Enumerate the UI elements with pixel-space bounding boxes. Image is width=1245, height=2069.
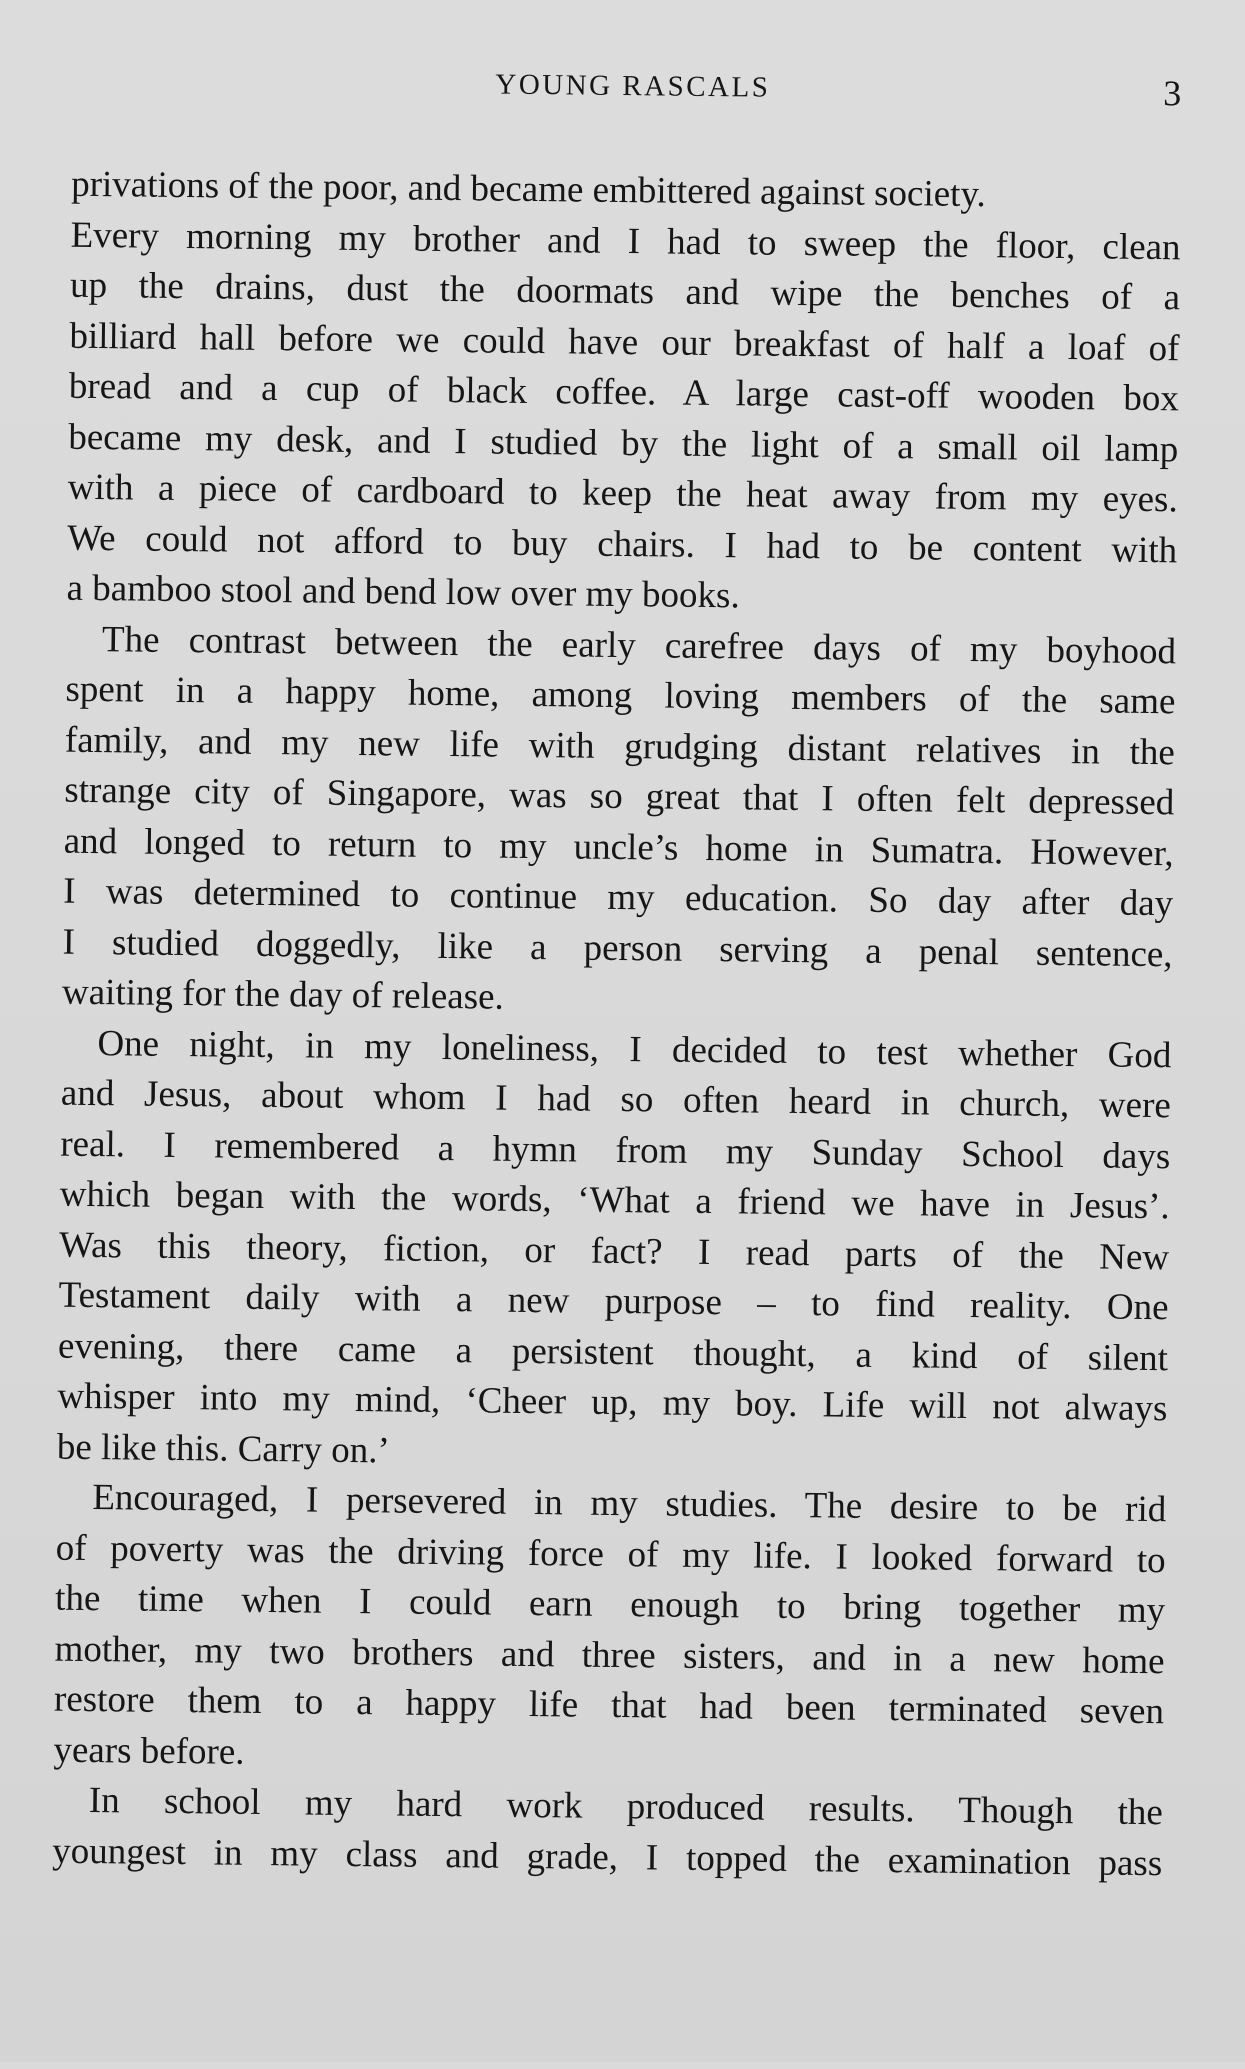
text-line: be like this. Carry on.’ (56, 1426, 391, 1471)
text-line: and Jesus, about whom I had so often heard in church, were (60, 1072, 1172, 1127)
text-line: years before. (53, 1729, 245, 1773)
text-line: Was this theory, fiction, or fact? I read parts of the New (58, 1224, 1170, 1278)
body-text (52, 160, 1181, 1889)
running-title: YOUNG RASCALS (495, 68, 771, 104)
text-line: mother, my two brothers and three sisters, and in a new home (54, 1628, 1165, 1682)
text-line: real. I remembered a hymn from my Sunday School days (60, 1123, 1171, 1177)
text-line: Testament daily with a new purpose – to find reality. One (58, 1274, 1169, 1329)
text-line: of poverty was the driving force of my life. I looked forward to (55, 1527, 1166, 1581)
text-line: family, and my new life with grudging distant relatives in the (64, 719, 1176, 773)
text-line: which began with the words, ‘What a friend we have in Jesus’. (59, 1173, 1170, 1228)
text-line: became my desk, and I studied by the light of a small oil lamp (68, 416, 1179, 470)
page-number: 3 (1163, 73, 1182, 114)
text-line: The contrast between the early carefree days of my boyhood (101, 618, 1177, 672)
text-line: Every morning my brother and I had to sweep the floor, clean (70, 214, 1181, 268)
text-line: whisper into my mind, ‘Cheer up, my boy. Life will not always (57, 1375, 1168, 1430)
text-line: youngest in my class and grade, I topped the examination pass (52, 1830, 1163, 1884)
text-line: evening, there came a persistent thought, a kind of silent (57, 1325, 1169, 1379)
text-line: restore them to a happy life that had been terminated seven (53, 1678, 1165, 1733)
text-line: We could not afford to buy chairs. I had to be content with (66, 517, 1178, 571)
text-line: the time when I could earn enough to bring together my (54, 1577, 1166, 1632)
text-line: strange city of Singapore, was so great that I often felt depressed (64, 769, 1175, 824)
text-line: privations of the poor, and became embittered against society. (70, 163, 987, 216)
text-line: I was determined to continue my education. So day after day (62, 870, 1174, 925)
text-line: up the drains, dust the doormats and wipe the benches of a (69, 264, 1181, 319)
text-line: a bamboo stool and bend low over my books. (66, 567, 740, 617)
text-line: One night, in my loneliness, I decided to test whether God (97, 1022, 1172, 1076)
text-line: bread and a cup of black coffee. A large cast-off wooden box (68, 365, 1180, 420)
text-line: waiting for the day of release. (61, 971, 505, 1018)
text-line: billiard hall before we could have our breakfast of half a loaf of (69, 315, 1180, 369)
text-line: I studied doggedly, like a person serving a penal sentence, (62, 921, 1173, 975)
text-line: with a piece of cardboard to keep the heat away from my eyes. (67, 466, 1178, 521)
text-line: spent in a happy home, among loving members of the same (65, 668, 1176, 723)
text-line: In school my hard work produced results. Though the (88, 1780, 1164, 1834)
text-line: and longed to return to my uncle’s home in Sumatra. However, (63, 820, 1174, 874)
text-line: Encouraged, I persevered in my studies. The desire to be rid (92, 1477, 1167, 1531)
